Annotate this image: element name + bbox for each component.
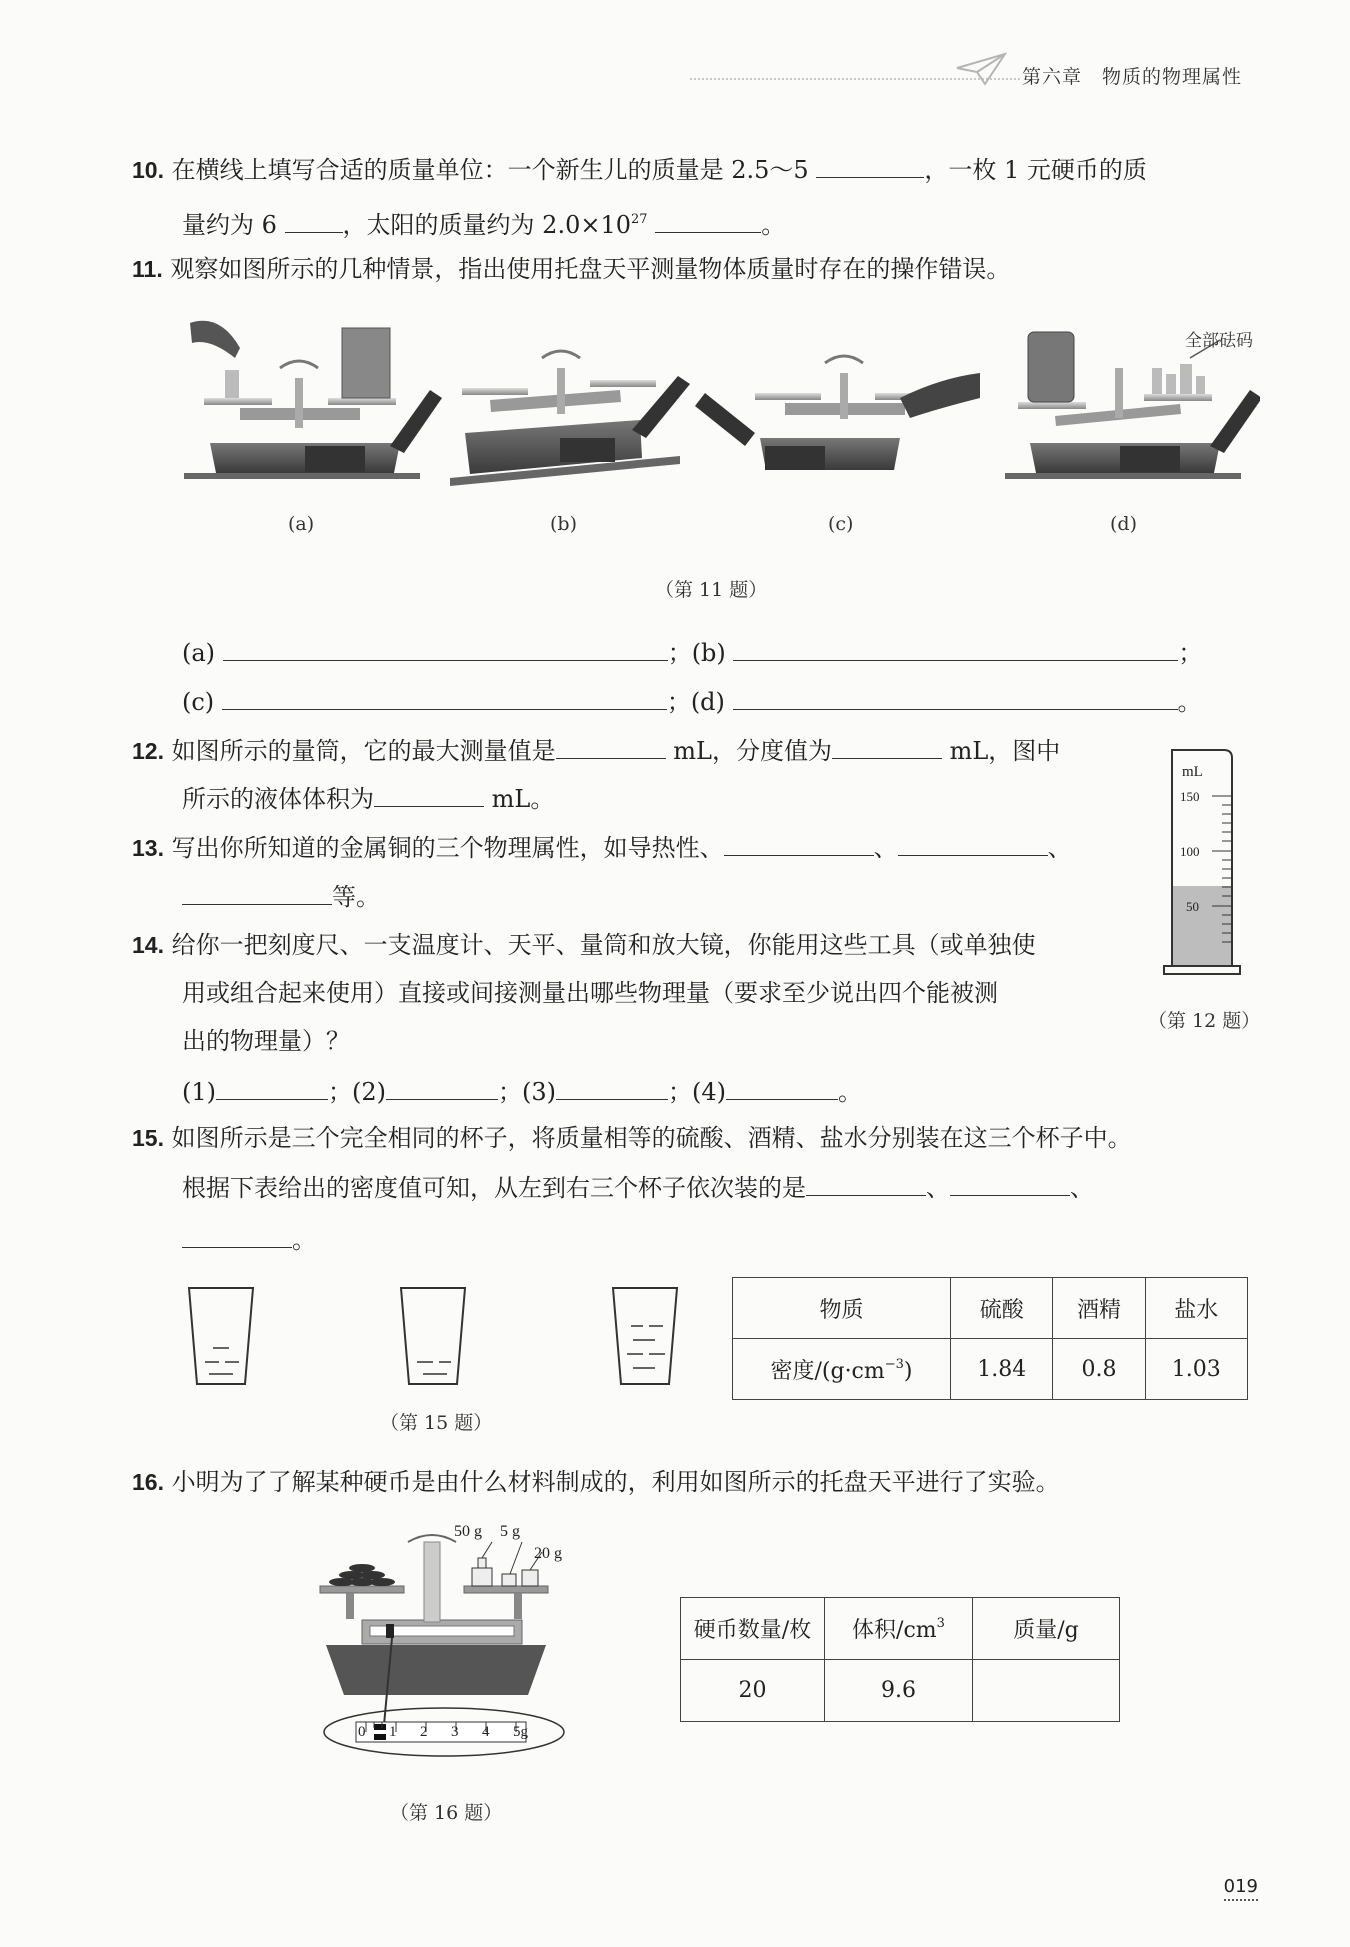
- balance-d-image: [1005, 332, 1260, 479]
- answer-blank[interactable]: [898, 830, 1048, 856]
- density-value-alcohol: 0.8: [1053, 1339, 1145, 1400]
- density-header-substance: 物质: [733, 1278, 951, 1339]
- question-text: 在横线上填写合适的质量单位：一个新生儿的质量是 2.5～5: [171, 156, 809, 184]
- question-11-line: [132, 252, 1010, 286]
- cylinder-tick-100: 100: [1180, 844, 1200, 859]
- balance-b-image: [450, 351, 690, 486]
- answer-blank-d[interactable]: [733, 684, 1178, 710]
- figure-label-a: (a): [288, 513, 315, 535]
- question-12-line-1: 12. 如图所示的量筒，它的最大测量值是 mL，分度值为 mL，图中: [132, 733, 1060, 768]
- all-weights-annotation: 全部砝码: [1185, 331, 1253, 351]
- coin-header-volume: 体积$/cm^3$: [825, 1598, 973, 1660]
- cup-right: [613, 1288, 677, 1384]
- coin-table: [680, 1597, 1120, 1722]
- cup-middle: [401, 1288, 465, 1384]
- question-number: 15.: [132, 1125, 164, 1151]
- cylinder-unit: mL: [1182, 764, 1203, 780]
- density-value-sulfuric-acid: 1.84: [951, 1339, 1053, 1400]
- question-15-line-2: 根据下表给出的密度值可知，从左到右三个杯子依次装的是 、 、: [182, 1170, 1094, 1205]
- answer-blank[interactable]: [182, 1222, 292, 1248]
- density-header-alcohol: 酒精: [1053, 1278, 1145, 1339]
- density-header-sulfuric-acid: 硫酸: [951, 1278, 1053, 1339]
- question-13-line-2: 等。: [182, 879, 380, 914]
- cylinder-tick-50: 50: [1186, 899, 1199, 914]
- question-16-line: 16. 小明为了了解某种硬币是由什么材料制成的，利用如图所示的托盘天平进行了实验。: [132, 1468, 1060, 1496]
- cup-left: [189, 1288, 253, 1384]
- question-14-line-2: 用或组合起来使用）直接或间接测量出哪些物理量（要求至少说出四个能被测: [182, 979, 998, 1007]
- q11-answer-row-1: (a) ；(b) ；: [182, 635, 1202, 670]
- question-number: 10.: [132, 157, 164, 183]
- question-15-line-1: 15. 如图所示是三个完全相同的杯子，将质量相等的硫酸、酒精、盐水分别装在这三个杯子中。: [132, 1124, 1132, 1152]
- question-14-line-3: 出的物理量）？: [182, 1027, 350, 1055]
- question-number: 16.: [132, 1469, 164, 1495]
- question-number: 11.: [132, 256, 163, 282]
- answer-blank-b[interactable]: [733, 635, 1178, 661]
- question-12-line-2: 所示的液体体积为 mL。: [182, 781, 554, 816]
- coin-header-mass: 质量/g: [973, 1598, 1120, 1660]
- chapter-header: 第六章 物质的物理属性: [1022, 66, 1243, 88]
- answer-blank-2[interactable]: [386, 1074, 498, 1100]
- q11-answer-row-2: (c) ；(d) 。: [182, 684, 1202, 719]
- question-number: 14.: [132, 932, 164, 958]
- answer-blank[interactable]: [816, 152, 924, 178]
- figure-caption-q16: （第 16 题）: [390, 1802, 503, 1824]
- answer-blank[interactable]: [832, 733, 942, 759]
- question-10-line-1: 10. 在横线上填写合适的质量单位：一个新生儿的质量是 2.5～5 ，一枚 1 元硬币的质: [132, 152, 1147, 187]
- rider-scale-labels: 0 1 2 3 4 5g: [358, 1724, 528, 1740]
- figure-label-d: (d): [1110, 513, 1137, 535]
- answer-blank[interactable]: [374, 781, 484, 807]
- figure-label-b: (b): [550, 513, 577, 535]
- graduated-cylinder-image: [1160, 748, 1260, 984]
- coin-mass-cell[interactable]: [973, 1660, 1120, 1722]
- question-15-line-3: 。: [182, 1222, 316, 1257]
- answer-blank-4[interactable]: [726, 1074, 838, 1100]
- weight-label-20g: 20 g: [534, 1545, 562, 1562]
- density-header-salt-water: 盐水: [1145, 1278, 1247, 1339]
- question-13-line-1: 13. 写出你所知道的金属铜的三个物理属性，如导热性、 、 、: [132, 830, 1072, 865]
- weight-label-5g: 5 g: [500, 1523, 520, 1540]
- density-row-label: 密度$/(g\cdot cm^{-3})$: [733, 1339, 951, 1400]
- cylinder-tick-150: 150: [1180, 789, 1200, 804]
- answer-blank-1[interactable]: [216, 1074, 328, 1100]
- answer-blank-a[interactable]: [223, 635, 668, 661]
- coin-header-count: 硬币数量/枚: [681, 1598, 825, 1660]
- answer-blank-c[interactable]: [222, 684, 667, 710]
- balance-a-image: [184, 321, 442, 479]
- answer-blank[interactable]: [556, 733, 666, 759]
- answer-blank[interactable]: [285, 207, 343, 233]
- question-number: 12.: [132, 738, 164, 764]
- answer-blank[interactable]: [655, 207, 761, 233]
- question-10-line-2: 量约为 6 ，太阳的质量约为 $2.0\times 10^{27}$ 。: [182, 203, 785, 242]
- coin-volume-value: 9.6: [825, 1660, 973, 1722]
- weight-label-50g: 50 g: [454, 1523, 482, 1540]
- answer-blank[interactable]: [724, 830, 874, 856]
- paper-plane-icon: [955, 50, 1007, 86]
- balance-figures-q11: [180, 318, 1260, 488]
- figure-caption-q11: （第 11 题）: [655, 579, 768, 601]
- figure-label-c: (c): [828, 513, 854, 535]
- figure-caption-q15: （第 15 题）: [380, 1412, 493, 1434]
- cups-image: [185, 1282, 695, 1392]
- answer-blank[interactable]: [182, 879, 332, 905]
- q14-answer-row: (1) ；(2) ；(3) ；(4) 。: [182, 1074, 862, 1109]
- answer-blank[interactable]: [806, 1170, 926, 1196]
- question-14-line-1: 14. 给你一把刻度尺、一支温度计、天平、量筒和放大镜，你能用这些工具（或单独使: [132, 931, 1036, 959]
- coin-count-value: 20: [681, 1660, 825, 1722]
- figure-caption-q12: （第 12 题）: [1148, 1010, 1261, 1032]
- answer-blank[interactable]: [950, 1170, 1070, 1196]
- density-value-salt-water: 1.03: [1145, 1339, 1247, 1400]
- density-table: [732, 1277, 1248, 1400]
- answer-blank-3[interactable]: [556, 1074, 668, 1100]
- page-number: 019: [1224, 1876, 1258, 1901]
- question-number: 13.: [132, 835, 164, 861]
- question-text: 观察如图所示的几种情景，指出使用托盘天平测量物体质量时存在的操作错误。: [170, 255, 1011, 283]
